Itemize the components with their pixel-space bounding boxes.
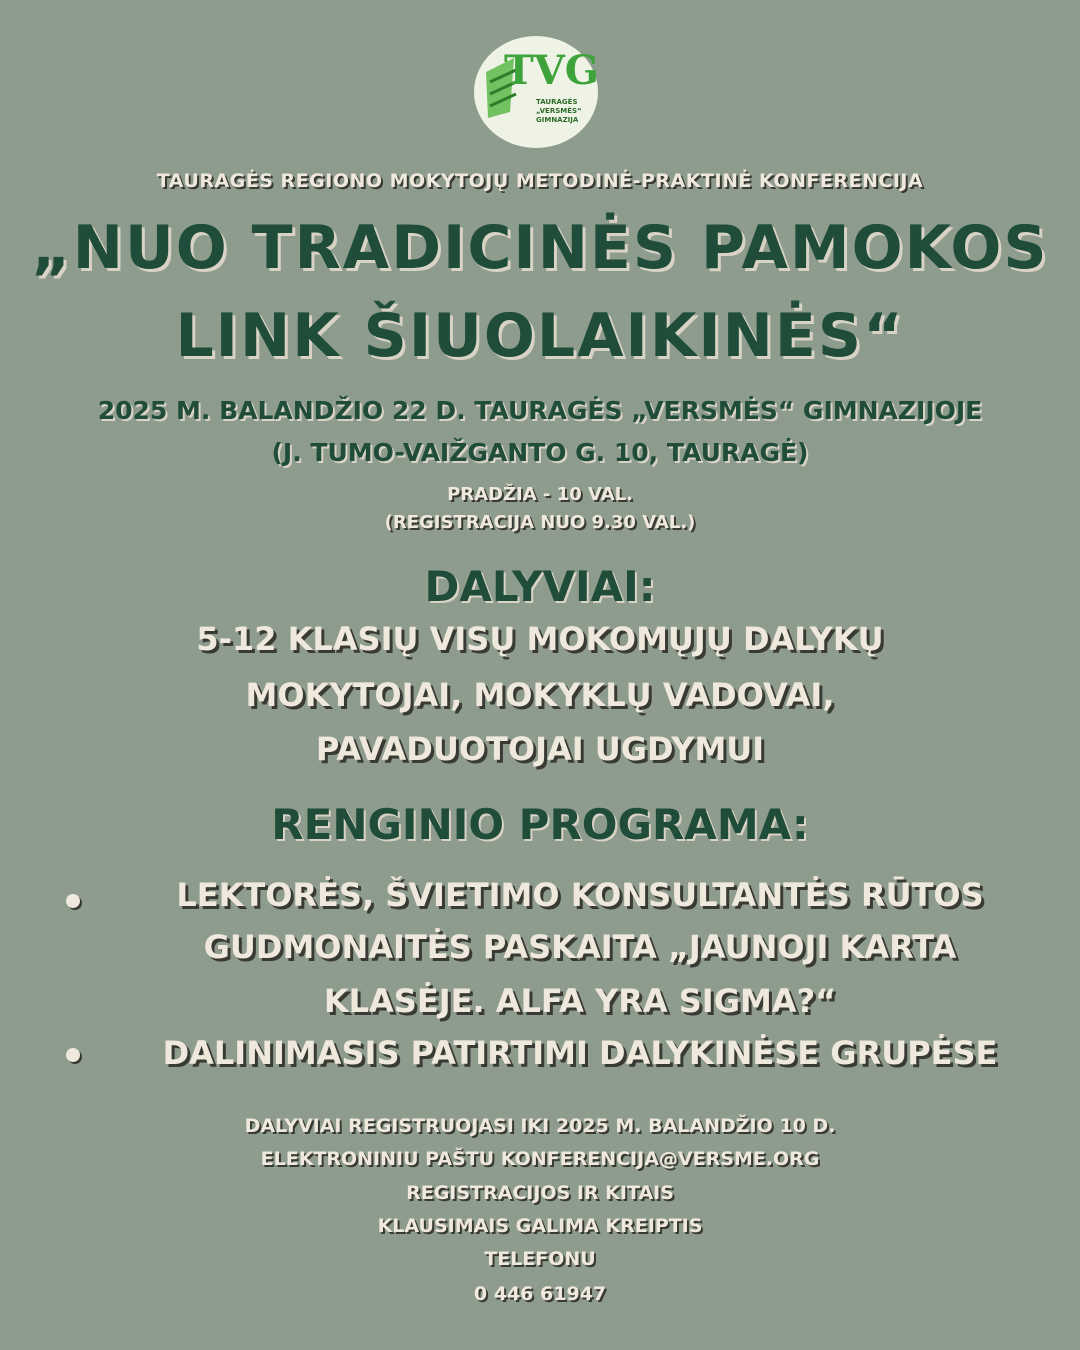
registration-time: (REGISTRACIJA NUO 9.30 VAL.) [384,512,696,533]
program-item-1-line: GUDMONAITĖS PASKAITA „JAUNOJI KARTA [203,928,957,966]
participants-line: 5-12 KLASIŲ VISŲ MOKOMŲJŲ DALYKŲ [196,620,884,658]
title-line-1: „NUO TRADICINĖS PAMOKOS [31,213,1049,283]
bullet-icon [66,1048,80,1062]
date-line: 2025 M. BALANDŽIO 22 D. TAURAGĖS „VERSMĖS“ GIMNAZIJOJE [97,396,983,425]
program-item-2: DALINIMASIS PATIRTIMI DALYKINĖSE GRUPĖSE [162,1034,998,1072]
program-heading: RENGINIO PROGRAMA: [271,800,809,849]
participants-heading: DALYVIAI: [424,562,656,611]
program-item-1-line: KLASĖJE. ALFA YRA SIGMA?“ [323,982,837,1020]
title-line-2: LINK ŠIUOLAIKINĖS“ [175,301,905,371]
footer-line: DALYVIAI REGISTRUOJASI IKI 2025 M. BALANDŽIO 10 D. [244,1115,836,1137]
conference-subtitle: TAURAGĖS REGIONO MOKYTOJŲ METODINĖ-PRAKTINĖ KONFERENCIJA [156,170,924,192]
footer-email-line: ELEKTRONINIU PAŠTU KONFERENCIJA@VERSME.ORG [260,1148,820,1170]
participants-line: PAVADUOTOJAI UGDYMUI [315,730,765,768]
school-logo [466,22,606,152]
footer-line: REGISTRACIJOS IR KITAIS [406,1182,674,1204]
svg-text:GIMNAZIJA: GIMNAZIJA [536,116,579,124]
start-time: PRADŽIA - 10 VAL. [447,484,633,505]
svg-text:TVG: TVG [504,47,599,94]
program-item-1-line: LEKTORĖS, ŠVIETIMO KONSULTANTĖS RŪTOS [176,876,984,914]
address-line: (J. TUMO-VAIŽGANTO G. 10, TAURAGĖ) [271,438,809,467]
bullet-icon [66,894,80,908]
svg-text:„VERSMĖS“: „VERSMĖS“ [536,107,582,115]
footer-line: TELEFONU [484,1248,596,1270]
phone-number: 0 446 61947 [473,1283,607,1305]
footer-line: KLAUSIMAIS GALIMA KREIPTIS [377,1215,703,1237]
svg-text:TAURAGĖS: TAURAGĖS [536,98,578,106]
participants-line: MOKYTOJAI, MOKYKLŲ VADOVAI, [245,676,835,714]
